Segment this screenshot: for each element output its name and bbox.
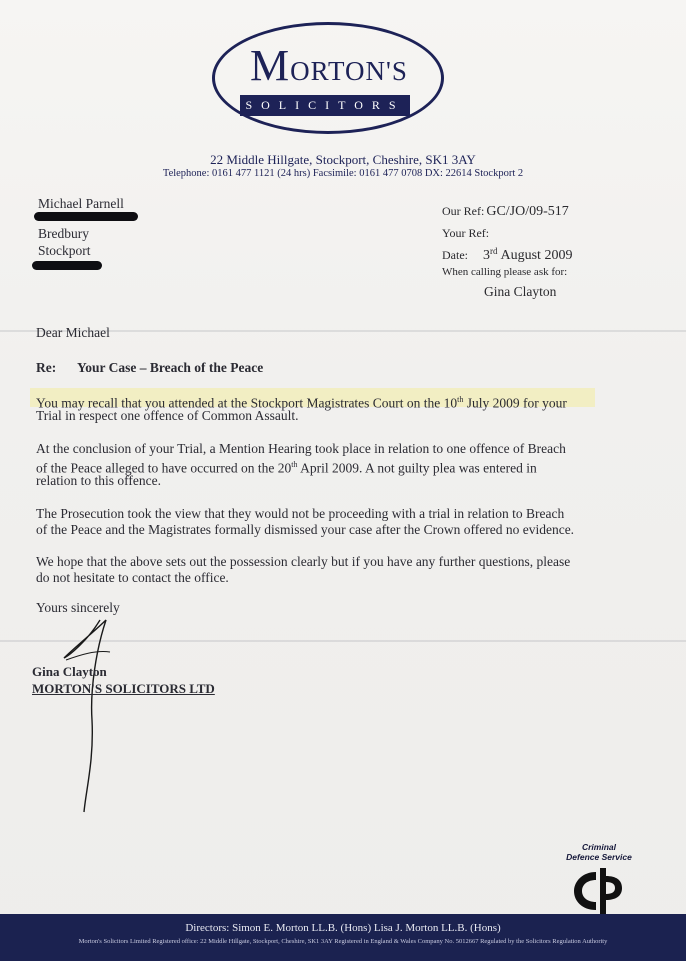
re-subject: Your Case – Breach of the Peace [77,360,264,375]
cds-line-1: Criminal [581,842,616,852]
p1-sup: th [457,395,464,404]
our-ref-value: GC/JO/09-517 [486,204,569,219]
paragraph-2-line-1: At the conclusion of your Trial, a Mention Hearing took place in relation to one offence of Breach [36,441,566,456]
recipient-name: Michael Parnell [38,196,124,211]
your-ref-label: Your Ref: [442,226,490,240]
ask-for-label: When calling please ask for: [442,266,568,278]
signatory-name: Gina Clayton [32,664,107,679]
firm-name: MORTON'S SOLICITORS LTD [32,681,215,696]
re-label: Re: [36,360,57,375]
recipient-town: Bredbury [38,226,89,241]
p2-text-c: April 2009. A not guilty plea was entered in [297,460,537,476]
logo-band: SOLICITORS [240,95,410,116]
closing: Yours sincerely [36,600,120,615]
p1-text-b: July 2009 for your [463,395,567,411]
paragraph-3-line-2: of the Peace and the Magistrates formally dismissed your case after the Crown offered no evidence. [36,522,575,537]
logo-name-rest: ORTON'S [290,56,408,86]
our-ref-label: Our Ref: [442,204,485,218]
letterhead-address: 22 Middle Hillgate, Stockport, Cheshire, SK1 3AY [210,152,476,167]
date-label: Date: [442,248,468,262]
paragraph-3-line-1: The Prosecution took the view that they would not be proceeding with a trial in relation to Breach [36,506,565,521]
cds-logo-icon [570,866,626,916]
recipient-city: Stockport [38,243,91,258]
paragraph-4-line-2: do not hesitate to contact the office. [36,570,229,585]
p2-text-b: of the Peace alleged to have occurred on the 20 [36,460,292,476]
footer-directors: Directors: Simon E. Morton LL.B. (Hons) Lisa J. Morton LL.B. (Hons) [185,922,501,934]
logo-initial: M [250,41,291,90]
salutation: Dear Michael [36,325,110,340]
footer-registration: Morton's Solicitors Limited Registered office: 22 Middle Hillgate, Stockport, Cheshire, SK1 3AY Registered in England & Wales Company No. 5012667 Regulated by the Solicitors Regulation Authority [78,938,608,945]
paragraph-1-line-2: Trial in respect one offence of Common Assault. [36,408,299,423]
date-suffix: rd [490,246,498,256]
letterhead-contact: Telephone: 0161 477 1121 (24 hrs) Facsimile: 0161 477 0708 DX: 22614 Stockport 2 [162,168,524,179]
paragraph-2-line-3: relation to this offence. [36,473,161,488]
cds-line-2: Defence Service [566,852,632,862]
p2-sup: th [291,460,298,469]
footer-band [0,914,686,961]
date-day: 3 [483,248,490,263]
cds-logo-text [556,842,642,862]
date-rest: August 2009 [500,248,573,263]
paragraph-4-line-1: We hope that the above sets out the possession clearly but if you have any further questions, please [36,554,571,569]
p1-text-a: You may recall that you attended at the Stockport Magistrates Court on the 10 [36,395,458,411]
ask-for-name: Gina Clayton [484,284,557,299]
